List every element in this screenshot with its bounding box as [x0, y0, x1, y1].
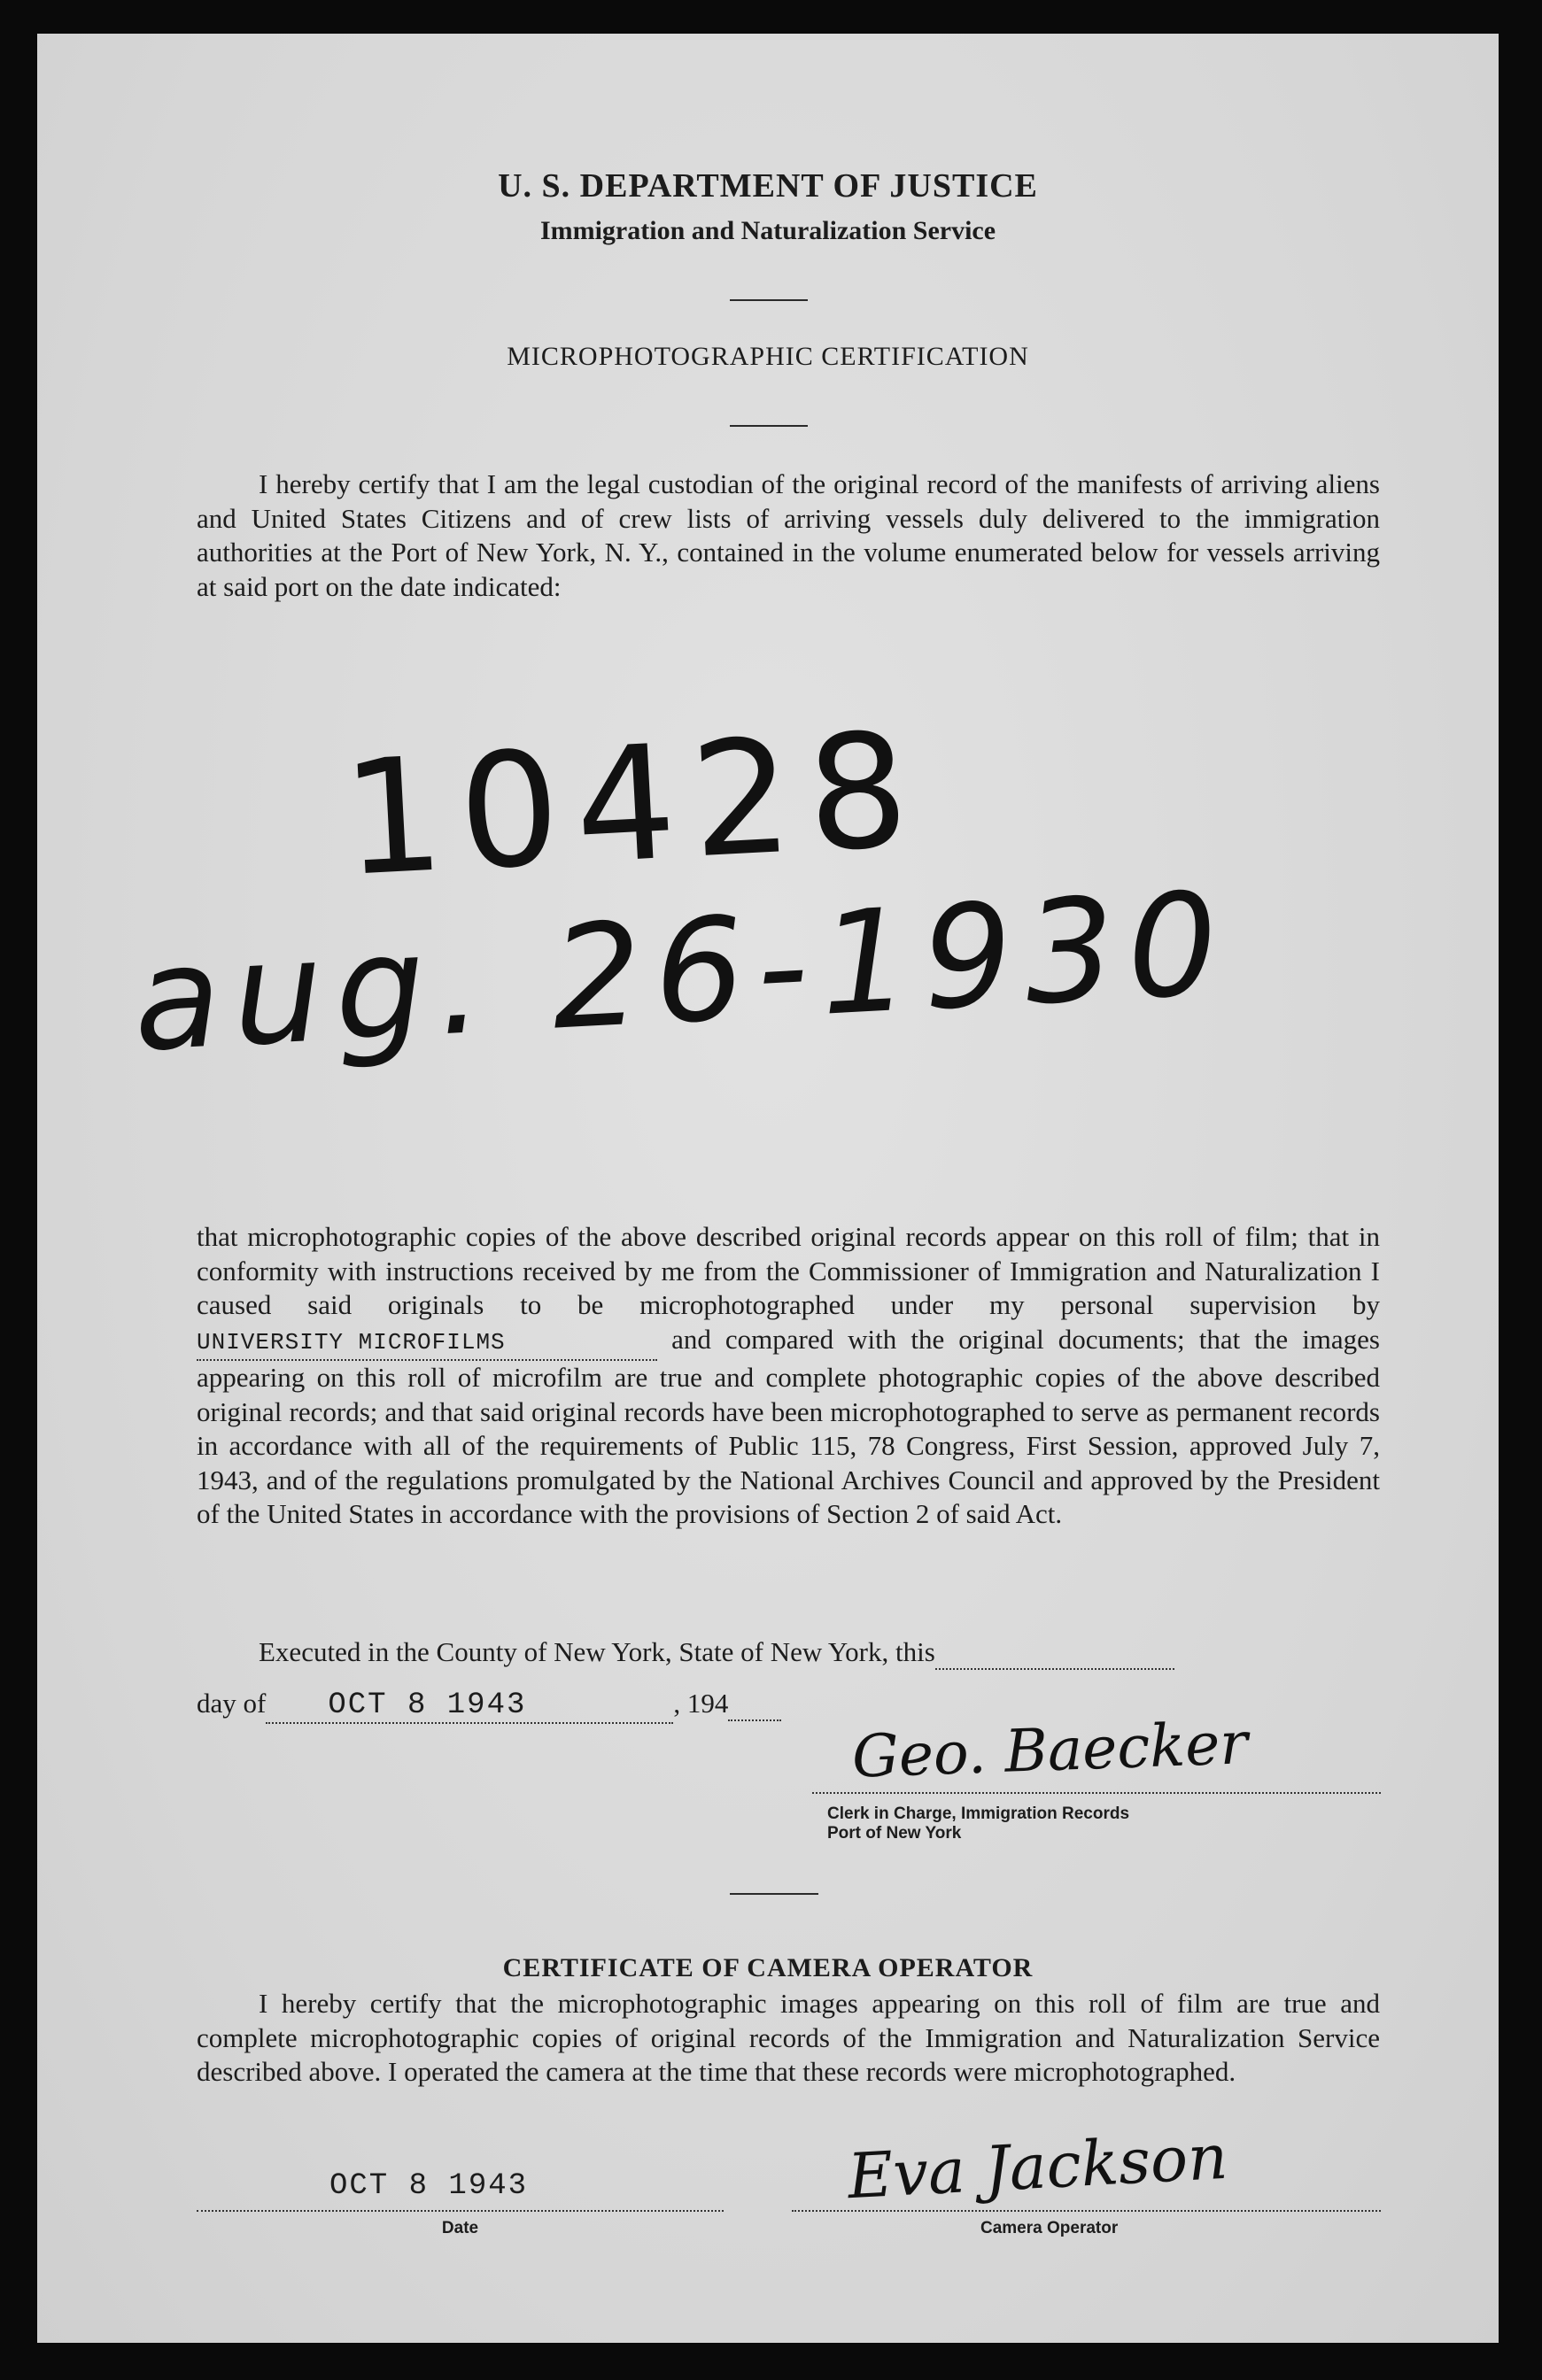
- date-field: [197, 2169, 724, 2212]
- supervisor-field: [197, 1323, 657, 1362]
- year-prefix: , 194: [673, 1688, 729, 1719]
- divider: [730, 299, 808, 301]
- executed-text: Executed in the County of New York, State of New York, this: [259, 1636, 935, 1667]
- divider: [730, 1893, 818, 1895]
- document-page: [37, 34, 1499, 2343]
- executed-line: [259, 1636, 1174, 1670]
- certification-body: [197, 1220, 1380, 1532]
- camera-operator-text: I hereby certify that the microphotographic images appearing on this roll of film are true and complete microphotographic copies of original records of the Immigration and Naturalization Service described above. I operated the camera at the time that these records were microphotographed.: [197, 1988, 1380, 2087]
- clerk-title-line-1: Clerk in Charge, Immigration Records: [827, 1804, 1130, 1823]
- handwritten-volume-date: aug. 26-1930: [128, 860, 1235, 1084]
- camera-operator-label: Camera Operator: [980, 2219, 1119, 2237]
- year-blank: [728, 1688, 781, 1721]
- certification-intro: [197, 468, 1380, 604]
- clerk-signature: Geo. Baecker: [850, 1709, 1250, 1791]
- department-heading: U. S. DEPARTMENT OF JUSTICE: [498, 167, 1038, 205]
- day-of-line: [197, 1688, 781, 1724]
- day-of-label: day of: [197, 1688, 267, 1719]
- intro-text: I hereby certify that I am the legal custodian of the original record of the manifests of arriving aliens and United States Citizens and of crew lists of arriving vessels duly delivered to the immigration authorities at the Port of New York, N. Y., contained in the volume enumerated below for vessels arriving at said port on the date indicated:: [197, 468, 1380, 602]
- clerk-title: [827, 1804, 1129, 1843]
- camera-operator-title: CERTIFICATE OF CAMERA OPERATOR: [502, 1953, 1034, 1982]
- executed-blank: [935, 1636, 1174, 1670]
- camera-operator-signature: Eva Jackson: [846, 2120, 1230, 2214]
- body-part-2: and compared with the original documents; that the images appearing on this roll of microfilm are true and complete photographic copies of the above described original records; and that said original records have been microphotographed to serve as permanent records in accordance with all of the requirements of Public 115, 78 Congress, First Session, approved July 7, 1943, and of the regulations promulgated by the National Archives Council and approved by the President of the United States in accordance with the provisions of Section 2 of said Act.: [197, 1323, 1380, 1529]
- clerk-signature-line: [812, 1792, 1381, 1794]
- handwritten-volume-number: 10428: [338, 697, 929, 912]
- clerk-title-line-2: Port of New York: [827, 1824, 962, 1843]
- date-value: OCT 8 1943: [329, 2169, 529, 2203]
- day-of-field: [266, 1688, 673, 1724]
- service-subheading: Immigration and Naturalization Service: [539, 216, 996, 245]
- divider: [730, 425, 808, 427]
- camera-operator-statement: [197, 1987, 1380, 2090]
- certification-title: MICROPHOTOGRAPHIC CERTIFICATION: [507, 342, 1029, 371]
- body-part-1: that microphotographic copies of the above described original records appear on this roll of film; that in conformity with instructions received by me from the Commissioner of Immigration and Naturalization I caused said originals to be microphotographed under my personal supervision by: [197, 1221, 1380, 1320]
- date-label: Date: [441, 2219, 479, 2237]
- day-of-value: OCT 8 1943: [328, 1688, 527, 1722]
- supervisor-value: UNIVERSITY MICROFILMS: [197, 1328, 506, 1356]
